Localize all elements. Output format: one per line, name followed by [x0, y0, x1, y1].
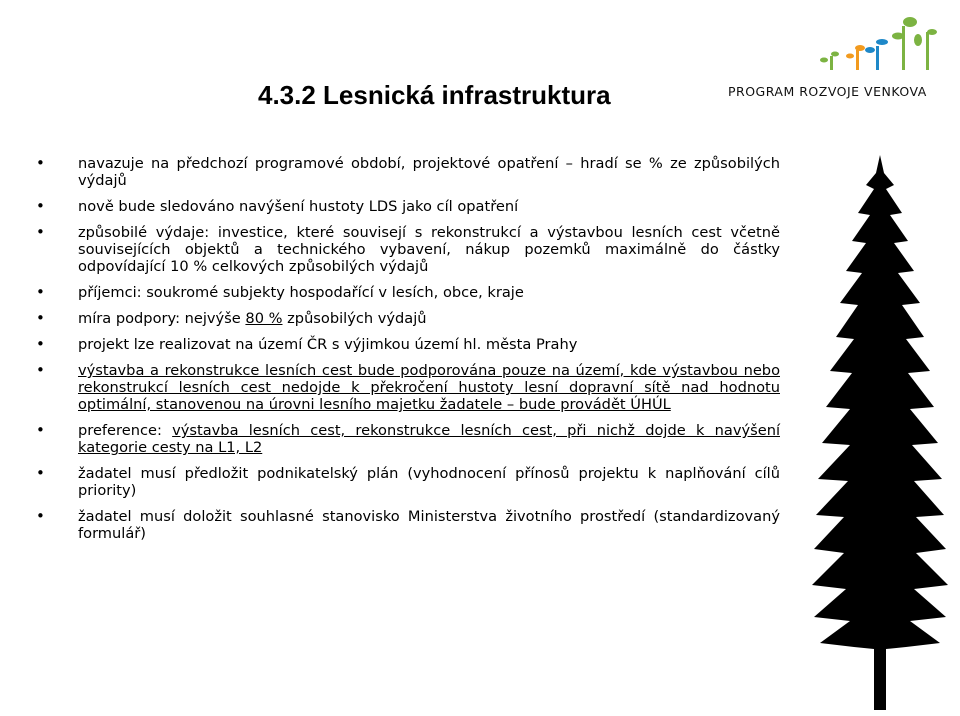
logo-emblem-icon [802, 12, 952, 78]
logo-text: PROGRAM ROZVOJE VENKOVA [728, 84, 927, 99]
bullet-list [36, 155, 780, 551]
bullet-item: • žadatel musí předložit podnikatelský plán (vyhodnocení přínosů projektu k naplňování cílů priority) [36, 465, 780, 499]
bullet-item [36, 362, 780, 413]
bullet-item: • preference: výstavba lesních cest, rekonstrukce lesních cest, při nichž dojde k navýšení kategorie cesty na L1, L2 [36, 422, 780, 456]
bullet-item: • navazuje na předchozí programové období, projektové opatření – hradí se % ze způsobilých výdajů [36, 155, 780, 189]
bullet-item: • projekt lze realizovat na území ČR s výjimkou území hl. města Prahy [36, 336, 780, 353]
underlined-text: 80 % [245, 310, 283, 327]
program-rozvoje-venkova-logo [722, 8, 952, 100]
bullet-item: • způsobilé výdaje: investice, které souvisejí s rekonstrukcí a výstavbou lesních cest včetně souvisejících objektů a technického vybavení, nákup pozemků maximálně do částky odpovídající 10 % celkových způsobilých výdajů [36, 224, 780, 275]
underlined-text: výstavba lesních cest, rekonstrukce lesních cest, při nichž dojde k navýšení kategorie cesty na L1, L2 [78, 422, 780, 456]
underlined-text: výstavba a rekonstrukce lesních cest bude podporována pouze na území, kde výstavbou nebo rekonstrukcí lesních cest nedojde k překročení hustoty lesní dopravní sítě nad hodnotu optimální, stanovenou na úrovni lesního majetku žadatele – bude provádět ÚHÚL [78, 362, 780, 413]
bullet-item: • příjemci: soukromé subjekty hospodařící v lesích, obce, kraje [36, 284, 780, 301]
page-title: 4.3.2 Lesnická infrastruktura [258, 80, 611, 110]
bullet-item: • míra podpory: nejvýše 80 % způsobilých výdajů [36, 310, 780, 327]
bullet-item: • nově bude sledováno navýšení hustoty LDS jako cíl opatření [36, 198, 780, 215]
spruce-tree-icon [810, 155, 950, 710]
bullet-item: • žadatel musí doložit souhlasné stanovisko Ministerstva životního prostředí (standardizovaný formulář) [36, 508, 780, 542]
